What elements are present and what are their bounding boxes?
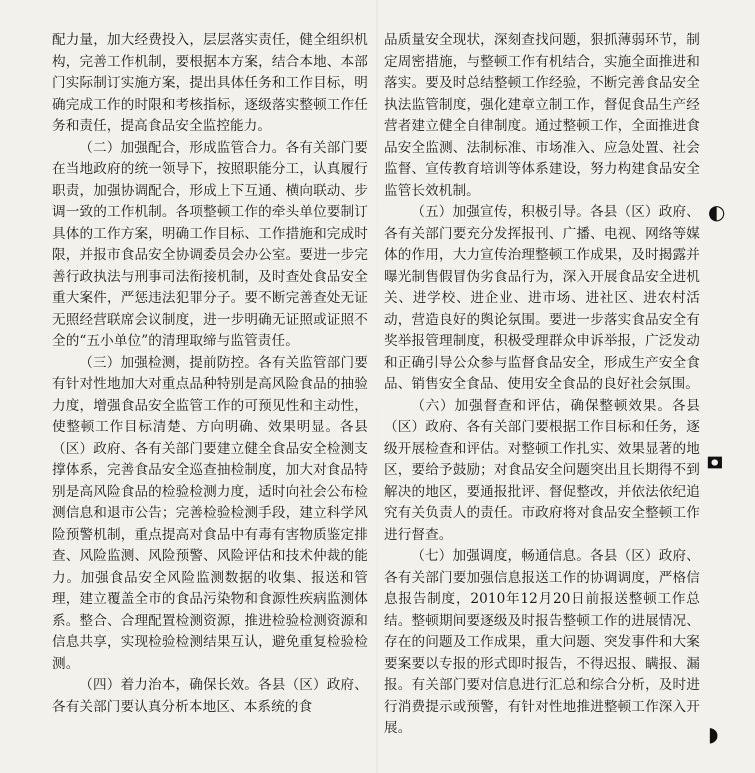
paragraph: （五）加强宣传，积极引导。各县（区）政府、各有关部门要充分发挥报刊、广播、电视、网络等媒体的作用，大力宣传治理整顿工作成果，及时揭露并曝光制售假冒伪劣食品行为，深入开展食品安全进机关、进学校、进企业、进市场、进社区、进农村活动，营造良好的舆论氛围。要进一步落实食品安全有奖举报管理制度，积极受理群众申诉举报，广泛发动和正确引导公众参与监督食品安全，形成生产安全食品、销售安全食品、使用安全食品的良好社会氛围。 — [384, 204, 700, 392]
left-column — [52, 30, 368, 718]
binding-hole-mark: ◐ — [708, 200, 726, 224]
page-crease — [376, 0, 378, 773]
binding-hole-mark: ◗ — [708, 722, 719, 746]
paragraph: 配力量，加大经费投入，层层落实责任，健全组织机构，完善工作机制，要根据本方案，结合本地、本部门实际制订实施方案，提出具体任务和工作目标，明确完成工作的时限和考核指标，逐级落实整顿工作任务和责任，提高食品安全监控能力。 — [52, 32, 368, 134]
paragraph: 品质量安全现状，深刻查找问题，狠抓薄弱环节，制定周密措施，与整顿工作有机结合，实施全面推进和落实。要及时总结整顿工作经验，不断完善食品安全执法监管制度，强化建章立制工作，督促食品生产经营者建立健全自律制度。通过整顿工作，全面推进食品安全监测、法制标准、市场准入、应急处置、社会监督、宣传教育培训等体系建设，努力构建食品安全监管长效机制。 — [384, 32, 700, 199]
paragraph: （四）着力治本，确保长效。各县（区）政府、各有关部门要认真分析本地区、本系统的食 — [52, 677, 368, 715]
paragraph: （三）加强检测，提前防控。各有关监管部门要有针对性地加大对重点品种特别是高风险食品的抽验力度，增强食品安全监管工作的可预见性和主动性，使整顿工作目标清楚、方向明确、效果明显。各县（区）政府、各有关部门要建立健全食品安全检测支撑体系，完善食品安全巡查抽检制度，加大对食品特别是高风险食品的检验检测力度，适时向社会公布检测信息和退市公告；完善检验检测手段，建立科学风险预警机制，重点提高对食品中有毒有害物质鉴定排查、风险监测、风险预警、风险评估和技术仲裁的能力。加强食品安全风险监测数据的收集、报送和管理，建立覆盖全市的食品污染物和食源性疾病监测体系。整合、合理配置检测资源，推进检验检测资源和信息共享，实现检验检测结果互认，避免重复检验检测。 — [52, 354, 368, 672]
paragraph: （七）加强调度，畅通信息。各县（区）政府、各有关部门要加强信息报送工作的协调调度，严格信息报告制度，2010年12月20日前报送整顿工作总结。整顿期间要逐级及时报告整顿工作的进展情况、存在的问题及工作成果，重大问题、突发事件和大案要案要以专报的形式即时报告，不得迟报、瞒报、漏报。有关部门要对信息进行汇总和综合分析，及时进行消费提示或预警，有针对性地推进整顿工作深入开展。 — [384, 548, 700, 736]
paragraph: （二）加强配合，形成监管合力。各有关部门要在当地政府的统一领导下，按照职能分工，认真履行职责，加强协调配合，形成上下互通、横向联动、步调一致的工作机制。各项整顿工作的牵头单位要制订具体的工作方案，明确工作目标、工作措施和完成时限，并报市食品安全协调委员会办公室。要进一步完善行政执法与刑事司法衔接机制，及时查处食品安全重大案件，严惩违法犯罪分子。要不断完善查处无证无照经营联席会议制度，进一步明确无证照或证照不全的“五小单位”的清理取缔与监管责任。 — [52, 139, 368, 349]
binding-hole-mark: ◘ — [703, 454, 725, 471]
paragraph: （六）加强督查和评估，确保整顿效果。各县（区）政府、各有关部门要根据工作目标和任务，逐级开展检查和评估。对整顿工作扎实、效果显著的地区，要给予鼓励；对食品安全问题突出且长期得不到解决的地区，要通报批评、督促整改，并依法依纪追究有关负责人的责任。市政府将对食品安全整顿工作进行督查。 — [384, 397, 700, 543]
right-column — [384, 30, 700, 740]
